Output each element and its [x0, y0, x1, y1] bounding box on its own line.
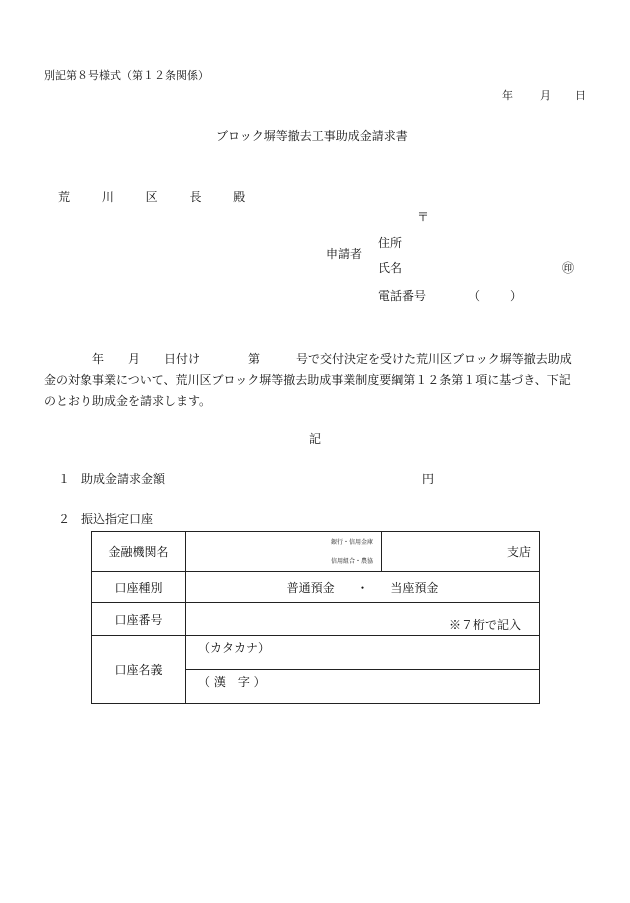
table-row — [92, 603, 540, 636]
document-title: ブロック塀等撤去工事助成金請求書 — [216, 129, 408, 143]
account-number-label: 口座番号 — [92, 603, 186, 636]
table-row — [92, 532, 540, 572]
body-line: 金の対象事業について、荒川区ブロック塀等撤去助成事業制度要綱第１２条第１項に基づき、下記 — [44, 373, 571, 387]
branch-label: 支店 — [506, 545, 531, 559]
phone-close-paren: ） — [510, 289, 523, 303]
item2-number: ２ — [58, 512, 71, 526]
bank-name-cell[interactable] — [186, 532, 382, 572]
type-current[interactable]: 当座預金 — [390, 580, 439, 595]
body-line: 年 月 日付け 第 号で交付決定を受けた荒川区ブロック塀等撤去助成 — [92, 352, 572, 366]
branch-cell[interactable] — [382, 532, 540, 572]
date-month: 月 — [540, 89, 551, 102]
applicant-label: 申請者 — [326, 247, 363, 261]
form-reference: 別記第８号様式（第１２条関係） — [44, 69, 209, 82]
table-row — [92, 636, 540, 670]
bank-type-1: 銀行・信用金庫 — [330, 539, 373, 546]
addressee: 荒 川 区 長 殿 — [58, 190, 260, 204]
holder-kana-label: （カタカナ） — [198, 641, 271, 655]
phone-open-paren: （ — [468, 289, 481, 303]
account-type-label: 口座種別 — [92, 572, 186, 603]
account-type-cell[interactable] — [186, 572, 540, 603]
bank-name-label: 金融機関名 — [92, 532, 186, 572]
date-day: 日 — [575, 89, 586, 102]
account-number-cell[interactable] — [186, 603, 540, 636]
date-year: 年 — [502, 89, 513, 102]
item1-number: １ — [58, 472, 71, 486]
holder-kanji-label: （ 漢 字 ） — [198, 675, 266, 689]
yen-unit: 円 — [422, 472, 435, 486]
address-label: 住所 — [378, 236, 403, 250]
postal-mark: 〒 — [417, 210, 430, 224]
bank-type-2: 信用組合・農協 — [330, 558, 373, 565]
holder-kana-cell[interactable] — [186, 636, 540, 670]
seal-mark: ㊞ — [562, 261, 575, 275]
type-separator: ・ — [356, 580, 369, 595]
phone-label: 電話番号 — [378, 289, 427, 303]
item2-label: 振込指定口座 — [81, 512, 154, 526]
request-body — [44, 349, 590, 412]
item1-label: 助成金請求金額 — [81, 472, 166, 486]
account-holder-label: 口座名義 — [92, 636, 186, 704]
account-table — [91, 531, 540, 704]
name-label: 氏名 — [378, 261, 403, 275]
ki-marker: 記 — [309, 432, 322, 446]
table-row — [92, 572, 540, 603]
holder-kanji-cell[interactable] — [186, 670, 540, 704]
type-ordinary[interactable]: 普通預金 — [286, 580, 335, 595]
body-line: のとおり助成金を請求します。 — [44, 394, 212, 408]
account-number-note: ※７桁で記入 — [448, 618, 521, 632]
